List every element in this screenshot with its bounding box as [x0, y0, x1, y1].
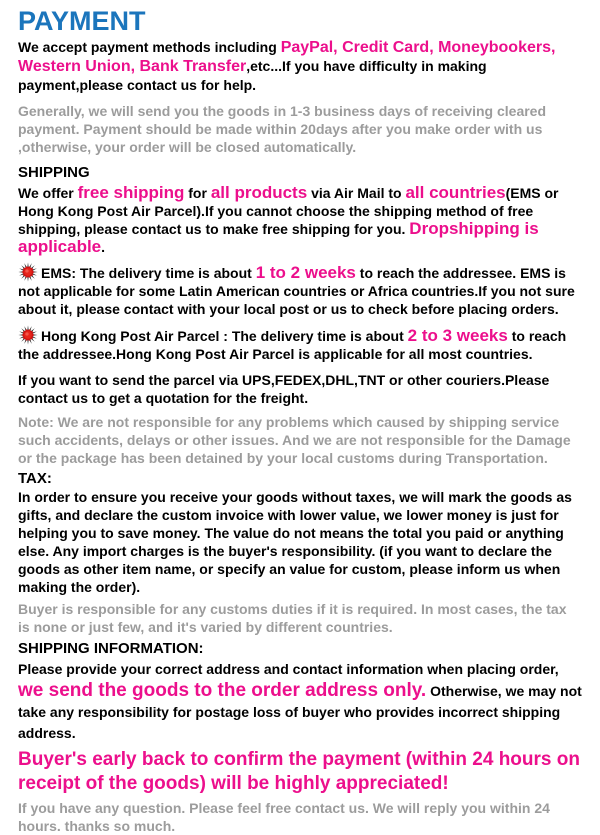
- text-run: Otherwise, we may not take any responsibility for postage loss of buyer who provides incorrect shipping address.: [18, 683, 582, 741]
- free-shipping-highlight: free shipping: [77, 183, 185, 202]
- red-starburst-icon: [18, 262, 38, 282]
- payment-note: Generally, we will send you the goods in 1-3 business days of receiving cleared payment. Payment should be made within 20days after you make order with us ,otherwise, your order will be closed automatically.: [18, 103, 547, 155]
- shipping-info-heading: SHIPPING INFORMATION:: [18, 640, 204, 657]
- shipping-note: Note: We are not responsible for any problems which caused by shipping service such accidents, delays or other issues. And we are not responsible for the Damage or the package has been detained by your local customs during Transportation.: [18, 414, 571, 466]
- tax-note: Buyer is responsible for any customs duties if it is required. In most cases, the tax is none or just few, and it's varied by different countries.: [18, 601, 567, 635]
- text-run: for: [184, 185, 211, 201]
- order-address-only-highlight: we send the goods to the order address only.: [18, 680, 427, 701]
- shipping-offer: [18, 184, 582, 256]
- text-run: Hong Kong Post Air Parcel : The delivery time is about: [41, 328, 408, 344]
- all-countries-highlight: all countries: [405, 183, 506, 202]
- tax-body: In order to ensure you receive your goods without taxes, we will mark the goods as gifts, and declare the custom invoice with lower value, we lower money is just for helping you to save money. The value do not means the total you paid or anything else. Any import charges is the buyer's responsibility. (if you want to declare the goods as other item name, or specify an value for custom, please inform us when making the order).: [18, 489, 572, 595]
- listing-description: [18, 6, 582, 835]
- text-run: ,etc...If you have difficulty in making payment,please contact us for help.: [18, 58, 487, 93]
- shipping-hk-parcel: [18, 325, 582, 363]
- shipping-couriers: If you want to send the parcel via UPS,FEDEX,DHL,TNT or other couriers.Please contact us to get a quotation for the freight.: [18, 372, 550, 406]
- shipping-info-address: [18, 659, 582, 744]
- text-run: We offer: [18, 185, 78, 201]
- text-run: We accept payment methods including: [18, 39, 281, 55]
- text-run: (EMS or Hong Kong Post Air Parcel).If you cannot choose the shipping method of free shipping, please contact us to make free shipping for you.: [18, 185, 559, 237]
- text-run: Please provide your correct address and contact information when placing order,: [18, 661, 559, 677]
- all-products-highlight: all products: [210, 183, 308, 202]
- hk-delivery-time-highlight: 2 to 3 weeks: [407, 326, 508, 345]
- text-run: to reach the addressee. EMS is not applicable for some Latin American countries or Africa countries.If you not sure about it, please contact with your local post or us to check before placing orders.: [18, 265, 575, 317]
- shipping-ems: [18, 262, 582, 318]
- text-run: .: [101, 239, 106, 255]
- text-run: via Air Mail to: [307, 185, 406, 201]
- tax-heading: TAX:: [18, 470, 52, 487]
- payment-methods-highlight: PayPal, Credit Card, Moneybookers, Western Union, Bank Transfer: [18, 39, 556, 75]
- dropshipping-highlight: Dropshipping is applicable: [18, 219, 539, 256]
- payment-confirmation-appeal: Buyer's early back to confirm the payment (within 24 hours on receipt of the goods) will be highly appreciated!: [18, 749, 580, 794]
- text-run: to reach the addressee.Hong Kong Post Air Parcel is applicable for all most countries.: [18, 328, 567, 362]
- ems-delivery-time-highlight: 1 to 2 weeks: [255, 263, 356, 282]
- shipping-heading: SHIPPING: [18, 164, 90, 181]
- contact-note: If you have any question. Please feel free contact us. We will reply you within 24 hours. thanks so much.: [18, 800, 550, 834]
- payment-heading: PAYMENT: [18, 6, 146, 36]
- text-run: EMS: The delivery time is about: [41, 265, 256, 281]
- payment-intro: [18, 38, 582, 94]
- red-starburst-icon: [18, 325, 38, 345]
